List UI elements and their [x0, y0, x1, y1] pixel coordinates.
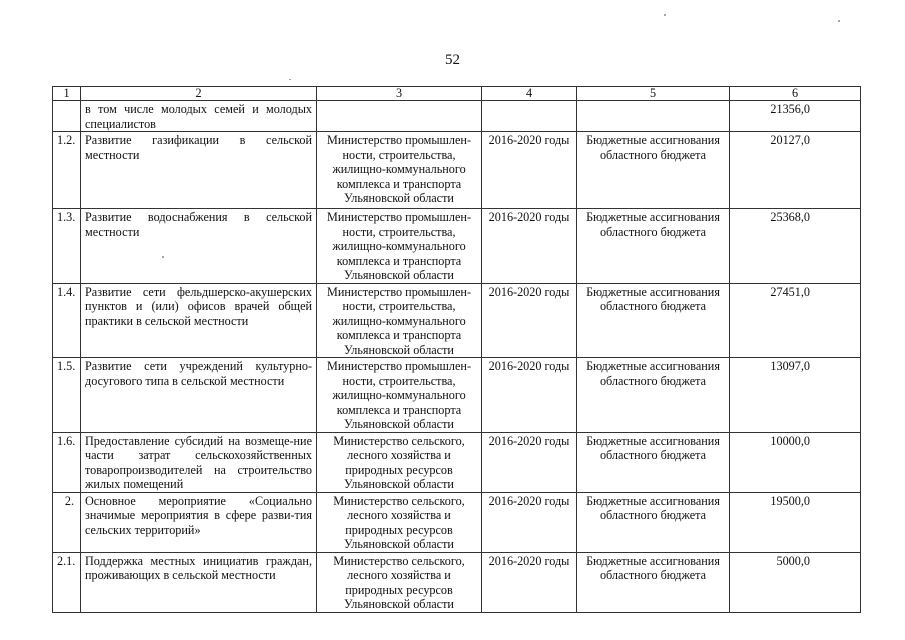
measure-name: Развитие сети фельдшерско-акушерских пунктов и (или) офисов врачей общей практики в сельской местности	[81, 283, 317, 358]
period	[482, 101, 577, 132]
item-number: 2.1.	[53, 552, 81, 612]
period: 2016-2020 годы	[482, 552, 577, 612]
executor: Министерство промышлен-ности, строительства, жилищно-коммунального комплекса и транспорта Ульяновской области	[317, 209, 482, 284]
scan-speck	[838, 20, 840, 22]
period: 2016-2020 годы	[482, 283, 577, 358]
item-number	[53, 101, 81, 132]
measure-name: Развитие газификации в сельской местности	[81, 132, 317, 209]
period: 2016-2020 годы	[482, 432, 577, 492]
table-row	[53, 492, 861, 552]
amount: 5000,0	[730, 552, 861, 612]
executor: Министерство сельского, лесного хозяйства и природных ресурсов Ульяновской области	[317, 492, 482, 552]
executor: Министерство промышлен-ности, строительства, жилищно-коммунального комплекса и транспорта Ульяновской области	[317, 132, 482, 209]
column-number: 5	[577, 87, 730, 101]
measure-name: Развитие сети учреждений культурно-досугового типа в сельской местности	[81, 358, 317, 433]
executor: Министерство сельского, лесного хозяйства и природных ресурсов Ульяновской области	[317, 552, 482, 612]
period: 2016-2020 годы	[482, 132, 577, 209]
scan-speck	[162, 256, 164, 258]
program-measures-table	[52, 86, 861, 613]
column-number: 6	[730, 87, 861, 101]
item-number: 1.6.	[53, 432, 81, 492]
table-row	[53, 101, 861, 132]
funding-source: Бюджетные ассигнования областного бюджета	[577, 283, 730, 358]
funding-source	[577, 101, 730, 132]
measure-name: в том числе молодых семей и молодых специалистов	[81, 101, 317, 132]
table-row	[53, 358, 861, 433]
amount: 27451,0	[730, 283, 861, 358]
item-number: 1.3.	[53, 209, 81, 284]
column-number-row	[53, 87, 861, 101]
amount: 19500,0	[730, 492, 861, 552]
page-number: 52	[445, 52, 460, 68]
period: 2016-2020 годы	[482, 358, 577, 433]
funding-source: Бюджетные ассигнования областного бюджета	[577, 432, 730, 492]
executor: Министерство промышлен-ности, строительства, жилищно-коммунального комплекса и транспорта Ульяновской области	[317, 283, 482, 358]
column-number: 2	[81, 87, 317, 101]
measure-name: Развитие водоснабжения в сельской местности	[81, 209, 317, 284]
item-number: 1.2.	[53, 132, 81, 209]
period: 2016-2020 годы	[482, 492, 577, 552]
column-number: 1	[53, 87, 81, 101]
executor: Министерство промышлен-ности, строительства, жилищно-коммунального комплекса и транспорта Ульяновской области	[317, 358, 482, 433]
scan-speck	[289, 79, 291, 80]
funding-source: Бюджетные ассигнования областного бюджета	[577, 209, 730, 284]
funding-source: Бюджетные ассигнования областного бюджета	[577, 492, 730, 552]
amount: 25368,0	[730, 209, 861, 284]
item-number: 1.4.	[53, 283, 81, 358]
table-row	[53, 432, 861, 492]
table-row	[53, 132, 861, 209]
scan-speck	[664, 14, 666, 16]
item-number: 1.5.	[53, 358, 81, 433]
executor	[317, 101, 482, 132]
funding-source: Бюджетные ассигнования областного бюджета	[577, 358, 730, 433]
item-number: 2.	[53, 492, 81, 552]
column-number: 4	[482, 87, 577, 101]
table-row	[53, 209, 861, 284]
measure-name: Предоставление субсидий на возмеще-ние части затрат сельскохозяйственных товаропроизводителей на строительство жилых помещений	[81, 432, 317, 492]
amount: 10000,0	[730, 432, 861, 492]
measure-name: Основное мероприятие «Социально значимые мероприятия в сфере разви-тия сельских территорий»	[81, 492, 317, 552]
amount: 13097,0	[730, 358, 861, 433]
executor: Министерство сельского, лесного хозяйства и природных ресурсов Ульяновской области	[317, 432, 482, 492]
period: 2016-2020 годы	[482, 209, 577, 284]
amount: 21356,0	[730, 101, 861, 132]
funding-source: Бюджетные ассигнования областного бюджета	[577, 552, 730, 612]
measure-name: Поддержка местных инициатив граждан, проживающих в сельской местности	[81, 552, 317, 612]
funding-source: Бюджетные ассигнования областного бюджета	[577, 132, 730, 209]
column-number: 3	[317, 87, 482, 101]
amount: 20127,0	[730, 132, 861, 209]
table-row	[53, 283, 861, 358]
table-row	[53, 552, 861, 612]
